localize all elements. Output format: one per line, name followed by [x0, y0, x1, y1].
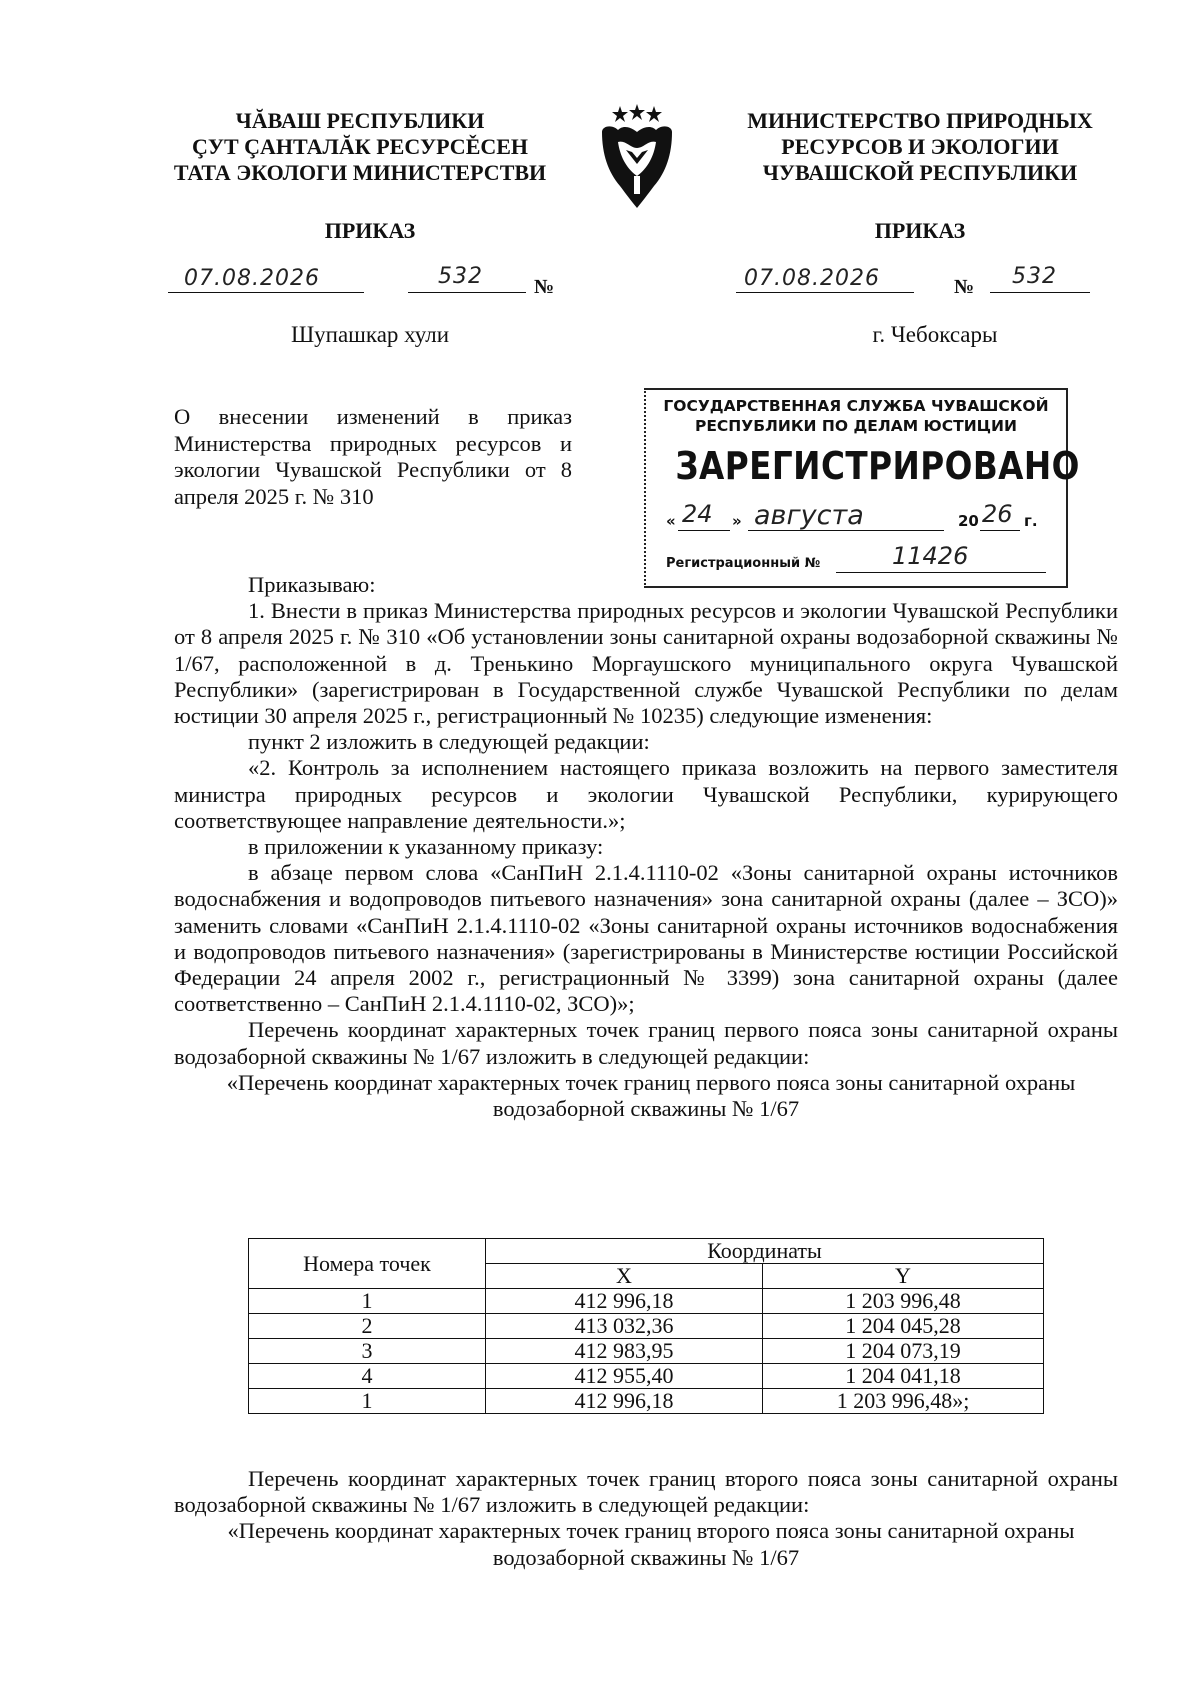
table-cell-point: 1	[249, 1289, 486, 1314]
order-body-continued	[174, 1466, 1118, 1571]
table-cell-y: 1 204 041,18	[763, 1364, 1044, 1389]
left-city: Шупашкар хули	[290, 322, 450, 347]
table1-title-line-2: водозаборной скважины № 1/67	[492, 1096, 800, 1122]
right-prikaz-title: ПРИКАЗ	[874, 218, 966, 243]
header-right-line-1: МИНИСТЕРСТВО ПРИРОДНЫХ	[747, 108, 1093, 133]
stamp-quote-open: «	[666, 512, 676, 530]
left-number: 532	[438, 264, 483, 289]
table-cell-point: 1	[249, 1389, 486, 1414]
left-date: 07.08.2026	[184, 266, 320, 291]
order-subject: О внесении изменений в приказ Министерства природных ресурсов и экологии Чувашской Республики от 8 апреля 2025 г. № 310	[174, 404, 572, 509]
right-number: 532	[1012, 264, 1057, 289]
right-number-sign: №	[954, 276, 975, 298]
header-left-line-1: ЧĂВАШ РЕСПУБЛИКИ	[235, 108, 485, 133]
table1-title-line-1: «Перечень координат характерных точек границ первого пояса зоны санитарной охраны	[226, 1069, 1076, 1095]
stamp-quote-close: »	[732, 512, 742, 530]
paragraph-1: 1. Внести в приказ Министерства природных ресурсов и экологии Чувашской Республики от 8 апреля 2025 г. № 310 «Об установлении зоны санитарной охраны водозаборной скважины № 1/67, расположенной в д. Тренькино Моргаушского муниципального округа Чувашской Республики» (зарегистрирован в Государственной службе Чувашской Республики по делам юстиции 30 апреля 2025 г., регистрационный № 10235) следующие изменения:	[174, 598, 1118, 729]
paragraph-2: пункт 2 изложить в следующей редакции:	[248, 729, 650, 755]
header-right-line-3: ЧУВАШСКОЙ РЕСПУБЛИКИ	[762, 160, 1078, 185]
table-cell-x: 413 032,36	[486, 1314, 763, 1339]
order-body	[174, 572, 1118, 1122]
right-date: 07.08.2026	[744, 266, 880, 291]
table-row	[249, 1289, 1044, 1314]
table-cell-point: 3	[249, 1339, 486, 1364]
table2-title-line-2: водозаборной скважины № 1/67	[492, 1544, 800, 1570]
table-header-y: Y	[763, 1264, 1044, 1289]
stamp-reg-number: 11426	[892, 542, 969, 570]
table-cell-x: 412 996,18	[486, 1289, 763, 1314]
table-row	[249, 1314, 1044, 1339]
table-header-points: Номера точек	[249, 1239, 486, 1289]
stamp-registered: ЗАРЕГИСТРИРОВАНО	[675, 444, 1080, 488]
header-right-line-2: РЕСУРСОВ И ЭКОЛОГИИ	[781, 134, 1059, 159]
chuvash-emblem-icon	[596, 102, 678, 210]
left-prikaz-title: ПРИКАЗ	[324, 218, 416, 243]
table-cell-x: 412 983,95	[486, 1339, 763, 1364]
paragraph-5: в абзаце первом слова «СанПиН 2.1.4.1110-02 «Зоны санитарной охраны источников водоснабжения и водопроводов питьевого назначения» зона санитарной охраны (далее – ЗСО)» заменить словами «СанПиН 2.1.4.1110-02 «Зоны санитарной охраны источников водоснабжения и водопроводов питьевого назначения» (зарегистрированы в Министерстве юстиции Российской Федерации 24 апреля 2002 г., регистрационный № 3399) зона санитарной охраны (далее соответственно – СанПиН 2.1.4.1110-02, ЗСО)»;	[174, 860, 1118, 1017]
stamp-year-prefix: 20	[958, 512, 979, 530]
header-left	[150, 108, 570, 186]
table-cell-point: 4	[249, 1364, 486, 1389]
table-cell-y: 1 203 996,48»;	[763, 1389, 1044, 1414]
table-header-coords: Координаты	[486, 1239, 1044, 1264]
table-cell-x: 412 996,18	[486, 1389, 763, 1414]
paragraph-3: «2. Контроль за исполнением настоящего приказа возложить на первого заместителя министра природных ресурсов и экологии Чувашской Республики, курирующего соответствующее направление деятельности.»;	[174, 755, 1118, 833]
stamp-date-row	[666, 500, 1056, 534]
table-row	[249, 1339, 1044, 1364]
stamp-month: августа	[754, 500, 864, 531]
stamp-month-line	[748, 530, 944, 531]
stamp-org-line-1: ГОСУДАРСТВЕННАЯ СЛУЖБА ЧУВАШСКОЙ	[663, 397, 1049, 415]
table-row	[249, 1389, 1044, 1414]
table2-title-line-1: «Перечень координат характерных точек границ второго пояса зоны санитарной охраны	[227, 1518, 1075, 1544]
header-left-line-2: ÇУТ ÇАНТАЛĂК РЕСУРСĚСЕН	[191, 134, 529, 159]
stamp-year-suffix: 26	[982, 500, 1013, 528]
registration-stamp	[644, 388, 1080, 588]
stamp-reg-label: Регистрационный №	[666, 556, 821, 571]
stamp-year-line	[980, 530, 1020, 531]
header-left-line-3: ТАТА ЭКОЛОГИ МИНИСТЕРСТВИ	[173, 160, 547, 185]
left-number-sign: №	[534, 276, 555, 298]
table-cell-y: 1 204 045,28	[763, 1314, 1044, 1339]
order-word: Приказываю:	[248, 572, 376, 597]
table-row	[249, 1364, 1044, 1389]
table-cell-point: 2	[249, 1314, 486, 1339]
coordinates-table	[248, 1238, 1044, 1414]
stamp-org-line-2: РЕСПУБЛИКИ ПО ДЕЛАМ ЮСТИЦИИ	[694, 417, 1017, 435]
header-right	[730, 108, 1110, 186]
right-city: г. Чебоксары	[872, 322, 998, 347]
stamp-day: 24	[682, 500, 713, 528]
paragraph-7: Перечень координат характерных точек границ второго пояса зоны санитарной охраны водозаборной скважины № 1/67 изложить в следующей редакции:	[174, 1466, 1118, 1518]
table-cell-x: 412 955,40	[486, 1364, 763, 1389]
paragraph-4: в приложении к указанному приказу:	[248, 834, 604, 860]
table-cell-y: 1 204 073,19	[763, 1339, 1044, 1364]
stamp-year-unit: г.	[1024, 512, 1038, 530]
stamp-day-line	[678, 530, 730, 531]
paragraph-6: Перечень координат характерных точек границ первого пояса зоны санитарной охраны водозаборной скважины № 1/67 изложить в следующей редакции:	[174, 1017, 1118, 1069]
table-cell-y: 1 203 996,48	[763, 1289, 1044, 1314]
table-header-x: X	[486, 1264, 763, 1289]
